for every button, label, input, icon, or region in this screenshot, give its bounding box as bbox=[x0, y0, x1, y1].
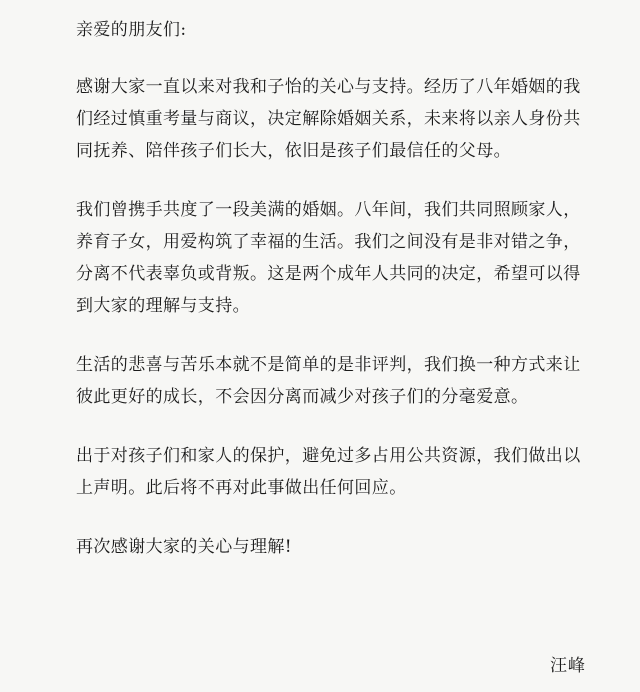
paragraph-3: 生活的悲喜与苦乐本就不是简单的是非评判，我们换一种方式来让彼此更好的成长，不会因分离而减少对孩子们的分毫爱意。 bbox=[76, 355, 581, 407]
paragraph-4: 出于对孩子们和家人的保护，避免过多占用公共资源，我们做出以上声明。此后将不再对此事做出任何回应。 bbox=[76, 446, 581, 498]
signature: 汪峰 bbox=[550, 656, 586, 676]
salutation: 亲爱的朋友们: bbox=[76, 20, 187, 40]
paragraph-2: 我们曾携手共度了一段美满的婚姻。八年间，我们共同照顾家人，养育子女，用爱构筑了幸福的生活。我们之间没有是非对错之争，分离不代表辜负或背叛。这是两个成年人共同的决定，希望可以得到大家的理解与支持。 bbox=[76, 200, 581, 316]
paragraph-1: 感谢大家一直以来对我和子怡的关心与支持。经历了八年婚姻的我们经过慎重考量与商议，决定解除婚姻关系，未来将以亲人身份共同抚养、陪伴孩子们长大，依旧是孩子们最信任的父母。 bbox=[76, 77, 581, 161]
paragraph-5: 再次感谢大家的关心与理解! bbox=[76, 537, 293, 557]
